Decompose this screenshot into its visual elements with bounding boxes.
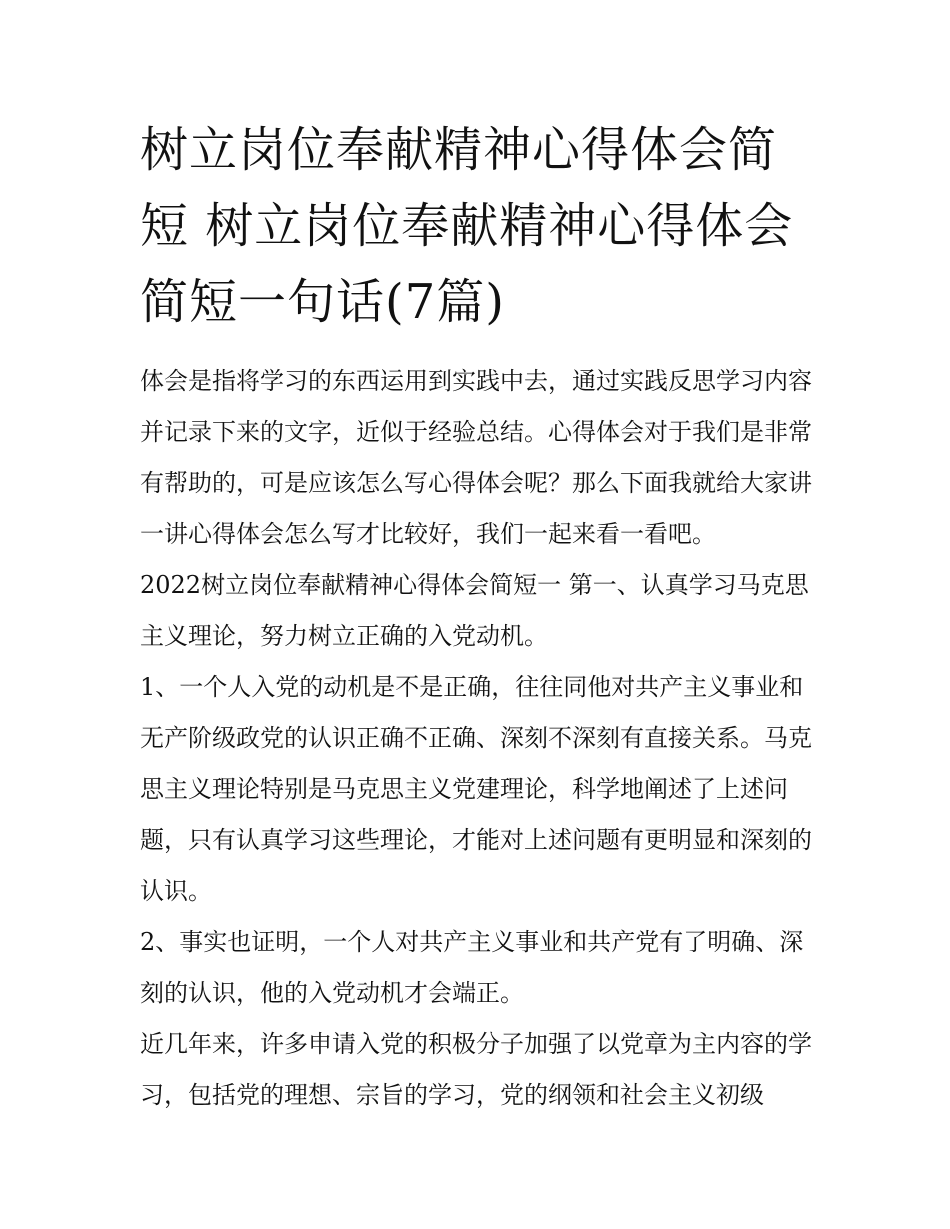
point-one-paragraph: 1、一个人入党的动机是不是正确，往往同他对共产主义事业和无产阶级政党的认识正确不正确、深刻不深刻有直接关系。马克思主义理论特别是马克思主义党建理论，科学地阐述了上述问题，只有认真学习这些理论，才能对上述问题有更明显和深刻的认识。 xyxy=(140,673,812,905)
document-title: 树立岗位奉献精神心得体会简短 树立岗位奉献精神心得体会简短一句话(7篇) xyxy=(140,122,794,330)
intro-paragraph: 体会是指将学习的东西运用到实践中去，通过实践反思学习内容并记录下来的文字，近似于经验总结。心得体会对于我们是非常有帮助的，可是应该怎么写心得体会呢？那么下面我就给大家讲一讲心得体会怎么写才比较好，我们一起来看一看吧。 xyxy=(140,367,812,548)
section-one-paragraph: 2022树立岗位奉献精神心得体会简短一 第一、认真学习马克思主义理论，努力树立正确的入党动机。 xyxy=(140,571,809,650)
document-body xyxy=(140,356,820,1121)
recent-years-paragraph: 近几年来，许多申请入党的积极分子加强了以党章为主内容的学习，包括党的理想、宗旨的学习，党的纲领和社会主义初级 xyxy=(140,1030,812,1109)
point-two-paragraph: 2、事实也证明，一个人对共产主义事业和共产党有了明确、深刻的认识，他的入党动机才会端正。 xyxy=(140,928,804,1007)
